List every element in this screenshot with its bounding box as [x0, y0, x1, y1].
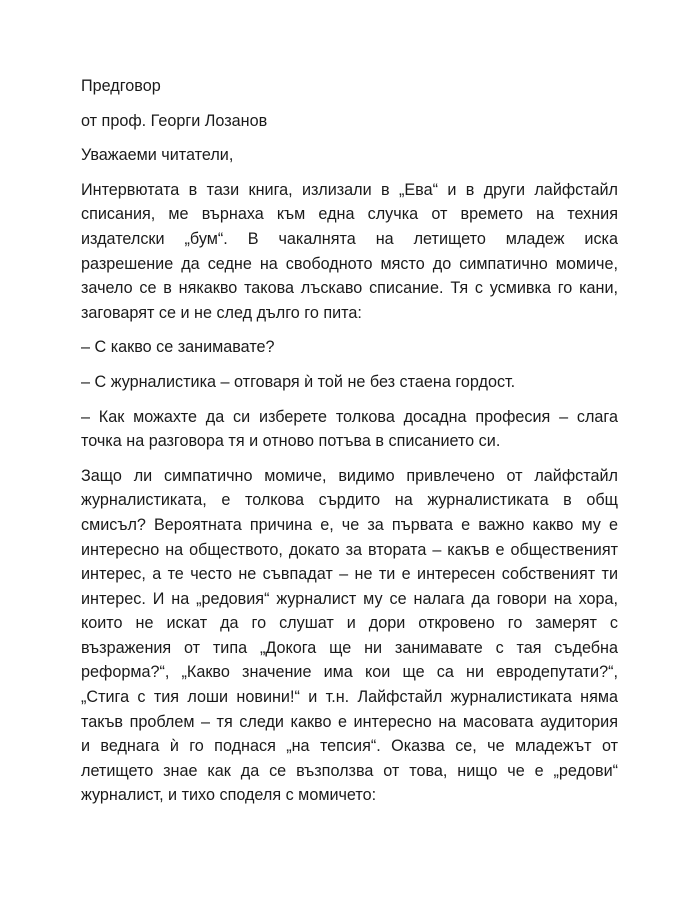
paragraph-line: Защо ли симпатично момиче, видимо привлечено от лайфстайл: [81, 466, 618, 485]
dialogue-line-3: [81, 405, 618, 454]
paragraph-line: интерес, а те често не съвпадат – не ти е интересен собственият ти: [81, 565, 618, 584]
paragraph-1: [81, 178, 618, 326]
paragraph-line: реформа?“, „Какво значение има кои ще са ни евродепутати?“,: [81, 663, 618, 682]
paragraph-line: „Стига с тия лоши новини!“ и т.н. Лайфстайл журналистиката няма: [81, 688, 618, 707]
paragraph-line: смисъл? Вероятната причина е, че за първата е важно какво му е: [81, 515, 618, 534]
paragraph-line: разрешение да седне на свободното място до симпатично момиче,: [81, 254, 618, 273]
paragraph-line: които не искат да го слушат и дори откровено го замерят с: [81, 614, 618, 633]
dialogue-line-2: – С журналистика – отговаря ѝ той не без стаена гордост.: [81, 372, 516, 391]
author-line: от проф. Георги Лозанов: [81, 111, 268, 130]
dialogue-line-1: – С какво се занимавате?: [81, 338, 275, 357]
paragraph-line: и веднага ѝ го поднася „на тепсия“. Оказва се, че младежът от: [81, 737, 618, 756]
paragraph-line: журналистиката, е толкова сърдито на журналистиката в общ: [81, 491, 618, 510]
paragraph-line: точка на разговора тя и отново потъва в списанието си.: [81, 432, 501, 451]
paragraph-line: възражения от типа „Докога ще ни занимавате с тая съдебна: [81, 638, 618, 657]
paragraph-line: издателски „бум“. В чакалнята на летището младеж иска: [81, 229, 618, 248]
paragraph-line: Интервютата в тази книга, излизали в „Ева“ и в други лайфстайл: [81, 180, 618, 199]
salutation: Уважаеми читатели,: [81, 146, 234, 165]
document-page: [81, 74, 618, 818]
paragraph-line: летището знае как да се възползва от това, нищо че е „редови“: [81, 761, 618, 780]
paragraph-line: заговарят се и не след дълго го пита:: [81, 303, 362, 322]
paragraph-line: интерес. И на „редовия“ журналист му се налага да говори на хора,: [81, 589, 618, 608]
preface-heading: Предговор: [81, 77, 161, 95]
paragraph-line: списания, ме върнаха към една случка от времето на техния: [81, 205, 618, 224]
paragraph-line: – Как можахте да си изберете толкова досадна професия – слага: [81, 407, 618, 426]
paragraph-line: интересно на обществото, докато за втората – какъв е общественият: [81, 540, 618, 559]
paragraph-line: такъв проблем – тя следи какво е интересно на масовата аудитория: [81, 712, 618, 731]
paragraph-2: [81, 464, 618, 808]
paragraph-line: журналист, и тихо споделя с момичето:: [81, 786, 377, 805]
paragraph-line: зачело се в някакво такова лъскаво списание. Тя с усмивка го кани,: [81, 279, 618, 298]
